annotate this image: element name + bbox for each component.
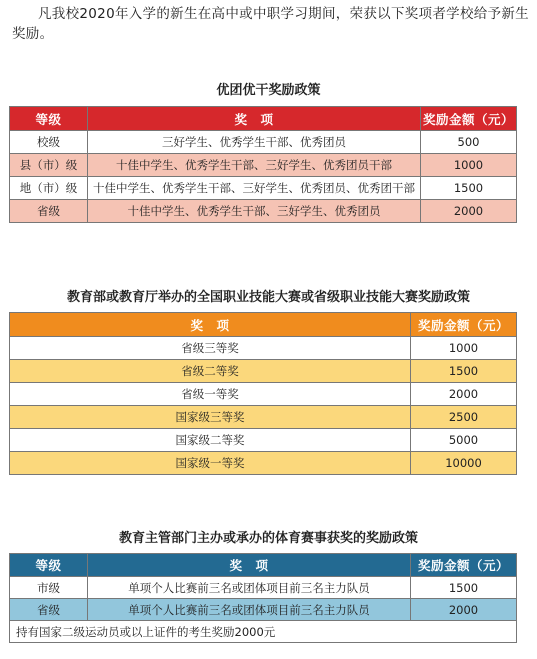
- cell-award: 省级二等奖: [10, 360, 411, 383]
- cell-amount: 1500: [411, 577, 517, 599]
- header-amount: 奖励金额（元）: [411, 554, 517, 577]
- cell-amount: 2500: [411, 406, 517, 429]
- header-award: 奖 项: [10, 313, 411, 337]
- cell-award: 国家级三等奖: [10, 406, 411, 429]
- cell-award: 省级一等奖: [10, 383, 411, 406]
- cell-amount: 10000: [411, 452, 517, 475]
- cell-amount: 2000: [411, 599, 517, 621]
- cell-award: 十佳中学生、优秀学生干部、三好学生、优秀团员干部: [88, 154, 421, 177]
- header-level: 等级: [10, 554, 88, 577]
- cell-level: 省级: [10, 200, 88, 223]
- skills-contest-reward-table: [9, 312, 517, 475]
- youtuan-reward-table: [9, 106, 517, 223]
- intro-paragraph: 凡我校2020年入学的新生在高中或中职学习期间，荣获以下奖项者学校给予新生奖励。: [12, 6, 529, 42]
- cell-level: 县（市）级: [10, 154, 88, 177]
- cell-award: 国家级一等奖: [10, 452, 411, 475]
- table-row: [10, 577, 517, 599]
- cell-award: 十佳中学生、优秀学生干部、三好学生、优秀团员: [88, 200, 421, 223]
- cell-award: 省级三等奖: [10, 337, 411, 360]
- cell-award: 单项个人比赛前三名或团体项目前三名主力队员: [88, 599, 411, 621]
- table-row: [10, 406, 517, 429]
- table-row: [10, 200, 517, 223]
- cell-award: 十佳中学生、优秀学生干部、三好学生、优秀团员、优秀团干部: [88, 177, 421, 200]
- table-row: [10, 599, 517, 621]
- cell-amount: 1500: [421, 177, 517, 200]
- table-row: [10, 429, 517, 452]
- cell-amount: 2000: [411, 383, 517, 406]
- cell-amount: 5000: [411, 429, 517, 452]
- cell-award: 单项个人比赛前三名或团体项目前三名主力队员: [88, 577, 411, 599]
- table-row: [10, 337, 517, 360]
- cell-amount: 2000: [421, 200, 517, 223]
- header-award: 奖 项: [88, 554, 411, 577]
- cell-level: 校级: [10, 131, 88, 154]
- section2-title: 教育部或教育厅举办的全国职业技能大赛或省级职业技能大赛奖励政策: [66, 290, 470, 305]
- table-row: [10, 452, 517, 475]
- cell-amount: 500: [421, 131, 517, 154]
- sports-reward-table: [9, 553, 517, 643]
- table-row: [10, 383, 517, 406]
- table-header-row: [10, 554, 517, 577]
- cell-amount: 1500: [411, 360, 517, 383]
- table-row: [10, 154, 517, 177]
- table-row: [10, 177, 517, 200]
- table-row: [10, 621, 517, 643]
- table-row: [10, 360, 517, 383]
- cell-level: 地（市）级: [10, 177, 88, 200]
- header-award: 奖 项: [88, 107, 421, 131]
- section3-title: 教育主管部门主办或承办的体育赛事获奖的奖励政策: [118, 531, 418, 546]
- table-header-row: [10, 313, 517, 337]
- header-amount: 奖励金额（元）: [411, 313, 517, 337]
- cell-award: 三好学生、优秀学生干部、优秀团员: [88, 131, 421, 154]
- table-row: [10, 131, 517, 154]
- athlete-note: 持有国家二级运动员或以上证件的考生奖励2000元: [10, 621, 517, 643]
- header-amount: 奖励金额（元）: [421, 107, 517, 131]
- section1-title: 优团优干奖励政策: [216, 83, 321, 98]
- cell-award: 国家级二等奖: [10, 429, 411, 452]
- cell-amount: 1000: [421, 154, 517, 177]
- cell-level: 市级: [10, 577, 88, 599]
- header-level: 等级: [10, 107, 88, 131]
- cell-amount: 1000: [411, 337, 517, 360]
- table-header-row: [10, 107, 517, 131]
- cell-level: 省级: [10, 599, 88, 621]
